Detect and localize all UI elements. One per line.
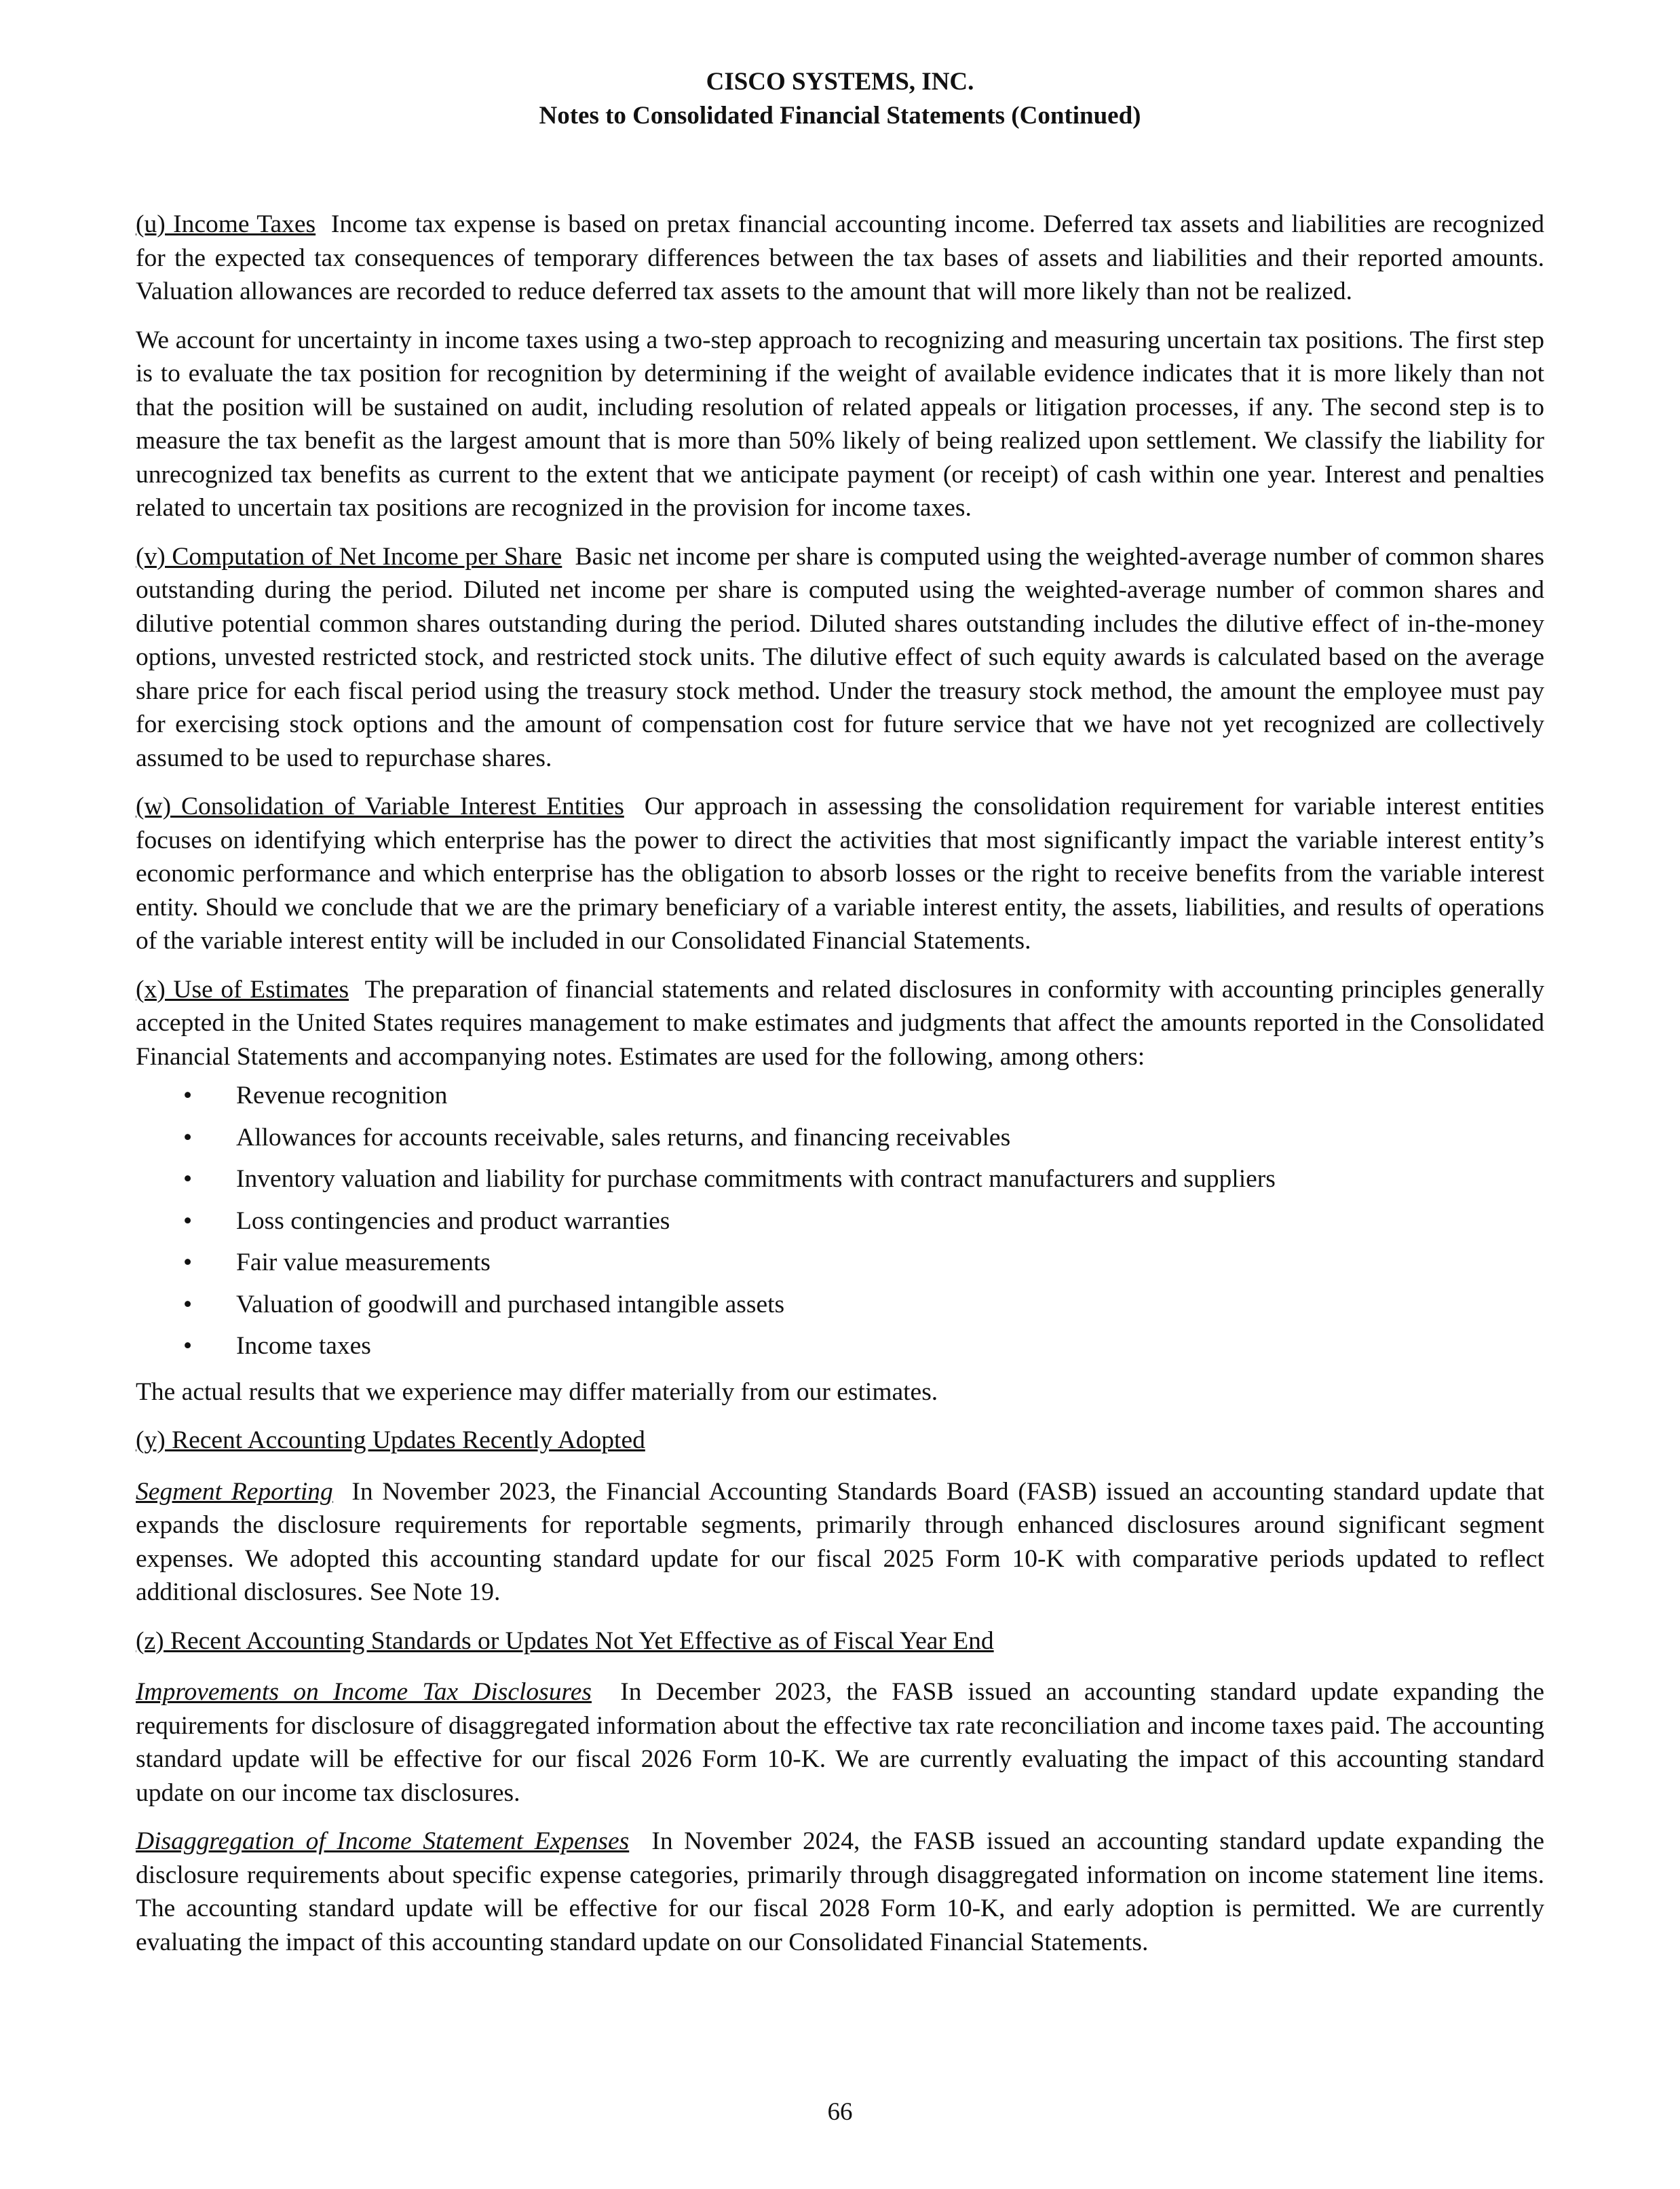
section-u-income-taxes [136, 208, 1544, 309]
list-item [136, 1246, 1544, 1288]
section-text: In November 2024, the FASB issued an accounting standard update expanding the disclosure requirements about specific expense categories, primarily through disaggregated information on income statement line items. The accounting standard update will be effective for our fiscal 2028 Form 10-K, and early adoption is permitted. We are currently evaluating the impact of this accounting standard update on our Consolidated Financial Statements. [136, 1827, 1545, 1956]
list-item-text: Allowances for accounts receivable, sales returns, and financing receivables [236, 1123, 1011, 1151]
segment-reporting-paragraph [136, 1475, 1544, 1610]
list-item-text: Revenue recognition [236, 1082, 448, 1109]
list-item-text: Income taxes [236, 1332, 371, 1360]
bullet-icon: • [183, 1165, 193, 1193]
bullet-icon: • [183, 1249, 193, 1276]
section-text: Income tax expense is based on pretax financial accounting income. Deferred tax assets and liabilities are recognized for the expected tax consequences of temporary differences between the tax bases of assets and liabilities and their reported amounts. Valuation allowances are recorded to reduce deferred tax assets to the amount that will more likely than not be realized. [136, 210, 1544, 305]
page-header [136, 65, 1544, 133]
section-y-heading [136, 1424, 1544, 1458]
paragraph: The actual results that we experience may differ materially from our estimates. [136, 1377, 938, 1406]
bullet-icon: • [183, 1290, 193, 1318]
section-heading: (u) Income Taxes [136, 210, 316, 238]
section-z-heading [136, 1624, 1544, 1658]
list-item [136, 1329, 1544, 1371]
income-tax-disclosures-paragraph [136, 1675, 1544, 1810]
subsection-title: Disaggregation of Income Statement Expenses [136, 1827, 630, 1855]
section-text: The preparation of financial statements and related disclosures in conformity with accounting principles generally accepted in the United States requires management to make estimates and judgments that affect the amounts reported in the Consolidated Financial Statements and accompanying notes. Estimates are used for the following, among others: [136, 975, 1545, 1071]
income-statement-expenses-paragraph [136, 1825, 1544, 1959]
section-text: Basic net income per share is computed using the weighted-average number of common shares outstanding during the period. Diluted net income per share is computed using the weighted-average number of common shares and dilutive potential common shares outstanding during the period. Diluted shares outstanding includes the dilutive effect of in-the-money options, unvested restricted stock, and restricted stock units. The dilutive effect of such equity awards is calculated based on the average share price for each fiscal period using the treasury stock method. Under the treasury stock method, the amount the employee must pay for exercising stock options and the amount of compensation cost for future service that we have not yet recognized are collectively assumed to be used to repurchase shares. [136, 542, 1544, 772]
section-heading: (z) Recent Accounting Standards or Updates Not Yet Effective as of Fiscal Year End [136, 1626, 994, 1655]
section-text: In November 2023, the Financial Accounting Standards Board (FASB) issued an accounting standard update that expands the disclosure requirements for reportable segments, primarily through enhanced disclosures around significant segment expenses. We adopted this accounting standard update for our fiscal 2025 Form 10-K with comparative periods updated to reflect additional disclosures. See Note 19. [136, 1477, 1544, 1606]
bullet-icon: • [183, 1082, 193, 1109]
section-v-net-income-per-share [136, 540, 1544, 776]
list-item-text: Loss contingencies and product warranties [236, 1206, 670, 1235]
list-item [136, 1204, 1544, 1246]
list-item [136, 1288, 1544, 1330]
section-heading: (v) Computation of Net Income per Share [136, 542, 562, 571]
list-item-text: Inventory valuation and liability for purchase commitments with contract manufacturers and suppliers [236, 1165, 1276, 1193]
company-name: CISCO SYSTEMS, INC. [706, 68, 974, 96]
paragraph: We account for uncertainty in income taxes using a two-step approach to recognizing and measuring uncertain tax positions. The first step is to evaluate the tax position for recognition by determining if the weight of available evidence indicates that it is more likely than not that the position will be sustained on audit, including resolution of related appeals or litigation processes, if any. The second step is to measure the tax benefit as the largest amount that is more than 50% likely of being realized upon settlement. We classify the liability for unrecognized tax benefits as current to the extent that we anticipate payment (or receipt) of cash within one year. Interest and penalties related to uncertain tax positions are recognized in the provision for income taxes. [136, 326, 1544, 522]
list-item [136, 1079, 1544, 1121]
section-heading: (y) Recent Accounting Updates Recently Adopted [136, 1426, 645, 1454]
bullet-icon: • [183, 1332, 193, 1360]
bullet-icon: • [183, 1123, 193, 1151]
list-item-text: Valuation of goodwill and purchased intangible assets [236, 1290, 785, 1318]
section-heading: (x) Use of Estimates [136, 975, 349, 1004]
section-x-use-of-estimates [136, 973, 1544, 1074]
list-item [136, 1162, 1544, 1204]
page-number: 66 [827, 2098, 853, 2126]
bullet-icon: • [183, 1206, 193, 1235]
section-text: In December 2023, the FASB issued an accounting standard update expanding the requirements for disclosure of disaggregated information about the effective tax rate reconciliation and income taxes paid. The accounting standard update will be effective for our fiscal 2026 Form 10-K. We are currently evaluating the impact of this accounting standard update on our income tax disclosures. [136, 1678, 1544, 1807]
subsection-title: Segment Reporting [136, 1477, 333, 1506]
list-item-text: Fair value measurements [236, 1249, 491, 1276]
page-title: Notes to Consolidated Financial Statements (Continued) [539, 102, 1141, 130]
estimates-list [136, 1079, 1544, 1371]
section-text: Our approach in assessing the consolidation requirement for variable interest entities focuses on identifying which enterprise has the power to direct the activities that most significantly impact the variable interest entity’s economic performance and which enterprise has the obligation to absorb losses or the right to receive benefits from the variable interest entity. Should we conclude that we are the primary beneficiary of a variable interest entity, the assets, liabilities, and results of operations of the variable interest entity will be included in our Consolidated Financial Statements. [136, 793, 1544, 955]
list-item [136, 1121, 1544, 1163]
section-heading: (w) Consolidation of Variable Interest Entities [136, 793, 624, 820]
subsection-title: Improvements on Income Tax Disclosures [136, 1678, 592, 1706]
section-w-variable-interest-entities [136, 790, 1544, 958]
